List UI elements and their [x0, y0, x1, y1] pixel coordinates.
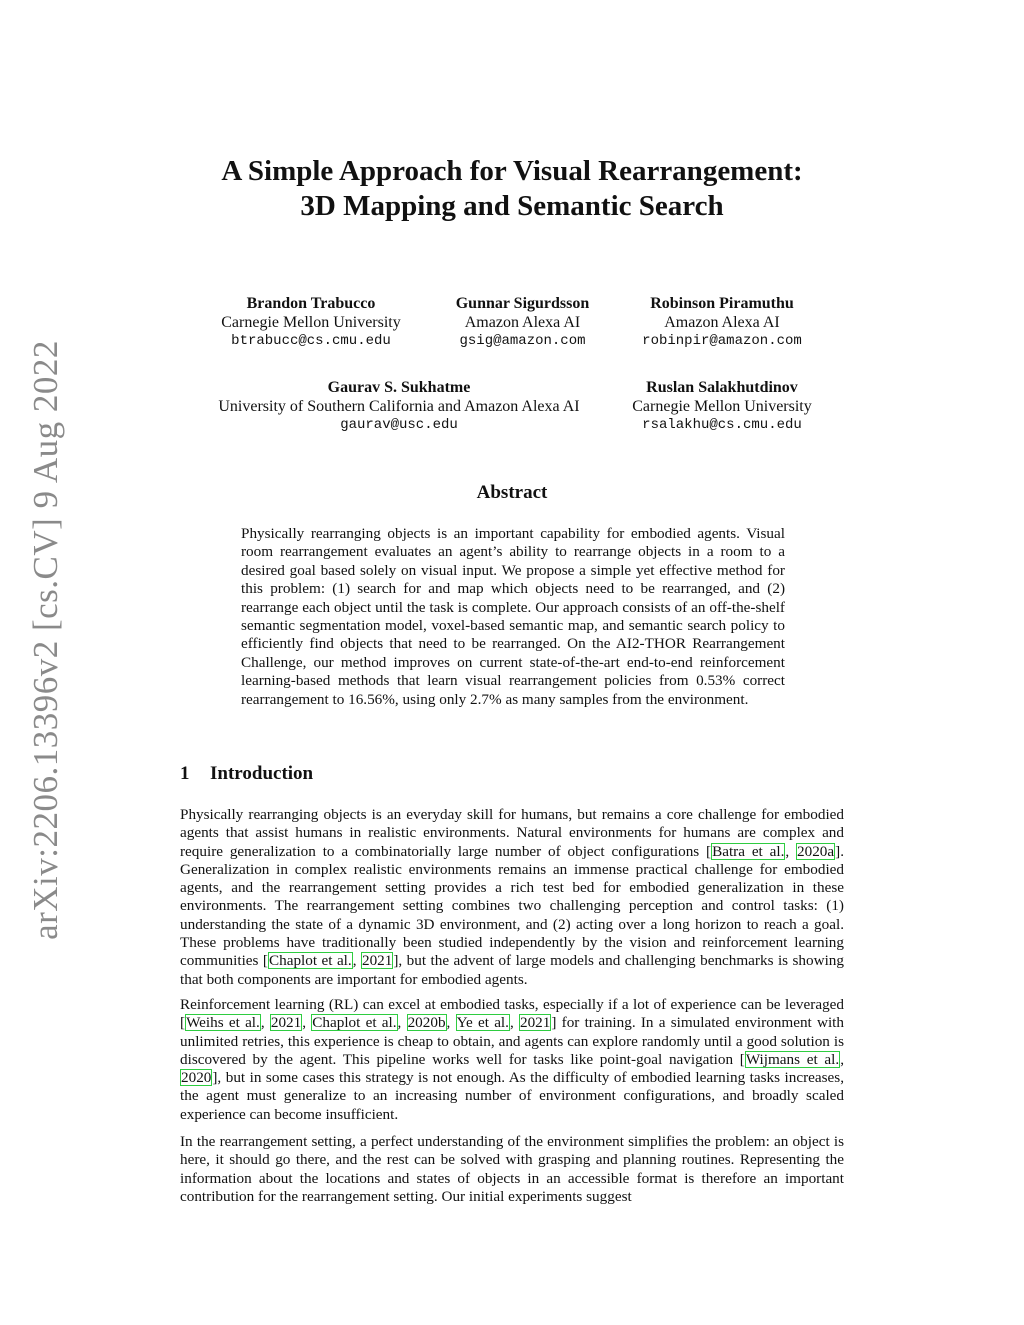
citation-link[interactable]: Wijmans et al. [745, 1050, 840, 1068]
citation-link[interactable]: Chaplot et al. [268, 952, 352, 970]
citation-year-link[interactable]: 2020a [797, 842, 835, 860]
section-title: Introduction [210, 763, 314, 784]
paragraph-text: ], but the advent of large models and challenging benchmarks is showing that both components are important for embodied agents. [180, 952, 844, 988]
citation-link[interactable]: Weihs et al. [186, 1014, 260, 1032]
citation-link[interactable]: Ye et al. [456, 1014, 509, 1032]
author-affiliation: Carnegie Mellon University [632, 398, 812, 415]
abstract-heading: Abstract [476, 482, 548, 503]
citation-year-link[interactable]: 2021 [270, 1014, 302, 1032]
paragraph-text: ] for training. In a simulated environment with unlimited retries, this experience is cheap to obtain, and agents can explore randomly until a good solution is discovered by the agent. This pipeline works well for tasks like point-goal navigation [ [180, 1014, 844, 1068]
author-name: Ruslan Salakhutdinov [646, 379, 798, 396]
section-number: 1 [180, 763, 190, 784]
author-affiliation: Carnegie Mellon University [221, 314, 401, 331]
paragraph-text: ], but in some cases this strategy is not enough. As the difficulty of embodied learning tasks increases, the agent must generalize to an increasing number of environment configurations, and broadly scaled experience can become insufficient. [180, 1069, 844, 1123]
author-email[interactable]: btrabucc@cs.cmu.edu [231, 333, 391, 349]
paper-title [0, 154, 1024, 224]
citation-separator: , [302, 1014, 312, 1032]
citation-separator: , [352, 952, 361, 970]
author-block [620, 378, 824, 435]
citation-year-link[interactable]: 2021 [361, 952, 393, 970]
citation-separator: , [785, 842, 797, 860]
author-name: Robinson Piramuthu [650, 295, 794, 312]
author-affiliation: Amazon Alexa AI [664, 314, 780, 331]
author-email[interactable]: rsalakhu@cs.cmu.edu [642, 417, 802, 433]
paragraph-text: ]. Generalization in complex realistic environments remains an immense practical challenge for embodied agents, and the rearrangement setting provides a rich test bed for embodied generalization in these environments. The rearrangement setting combines two challenging perception and control tasks: (1) understanding the state of a dynamic 3D environment, and (2) acting over a long horizon to reach a goal. These problems have traditionally been studied independently by the vision and reinforcement learning communities [ [180, 842, 844, 970]
author-block [440, 294, 605, 351]
intro-paragraph-2 [180, 996, 844, 1124]
citation-separator: , [509, 1014, 519, 1032]
author-affiliation: Amazon Alexa AI [464, 314, 581, 331]
citation-year-link[interactable]: 2020b [407, 1014, 446, 1032]
paragraph-text: Physically rearranging objects is an everyday skill for humans, but remains a core challenge for embodied agents that assist humans in realistic environments. Natural environments for humans are complex and require generalization to a combinatorially large number of object configurations [ [180, 806, 844, 860]
citation-link[interactable]: Chaplot et al. [312, 1014, 397, 1032]
abstract-text: Physically rearranging objects is an important capability for embodied agents. Visual room rearrangement evaluates an agent’s ability to rearrange objects in a room to a desired goal based solely on visual input. We propose a simple yet effective method for this problem: (1) search for and map which objects need to be rearranged, and (2) rearrange each object until the task is complete. Our approach consists of an off-the-shelf semantic segmentation model, voxel-based semantic map, and semantic search policy to efficiently find objects that need to be rearranged. On the AI2-THOR Rearrangement Challenge, our method improves on current state-of-the-art end-to-end reinforcement learning-based methods that learn visual rearrangement policies from 0.53% correct rearrangement to 16.56%, using only 2.7% as many samples from the environment. [241, 525, 785, 708]
author-email[interactable]: robinpir@amazon.com [642, 333, 802, 349]
citation-separator: , [840, 1050, 844, 1068]
citation-separator: , [446, 1014, 456, 1032]
title-line-1: A Simple Approach for Visual Rearrangement: [221, 155, 803, 187]
author-name: Gunnar Sigurdsson [455, 295, 590, 312]
citation-separator: , [260, 1014, 270, 1032]
citation-year-link[interactable]: 2021 [519, 1014, 551, 1032]
author-block [205, 294, 417, 351]
author-email[interactable]: gsig@amazon.com [459, 333, 586, 349]
title-line-2: 3D Mapping and Semantic Search [300, 190, 724, 222]
arxiv-stamp: arXiv:2206.13396v2 [cs.CV] 9 Aug 2022 [26, 340, 65, 940]
author-affiliation: University of Southern California and Amazon Alexa AI [218, 398, 580, 415]
citation-link[interactable]: Batra et al. [712, 842, 785, 860]
intro-paragraph-3: In the rearrangement setting, a perfect understanding of the environment simplifies the problem: an object is here, it should go there, and the rest can be solved with grasping and planning routines. Representing the information about the locations and states of objects in an accessible format is therefore an important contribution for the rearrangement setting. Our initial experiments suggest [180, 1133, 844, 1205]
citation-year-link[interactable]: 2020 [181, 1069, 212, 1087]
citation-separator: , [397, 1014, 407, 1032]
paragraph-text: Reinforcement learning (RL) can excel at embodied tasks, especially if a lot of experience can be leveraged [ [180, 996, 844, 1032]
author-email[interactable]: gaurav@usc.edu [340, 417, 458, 433]
intro-paragraph-1 [180, 806, 844, 989]
author-block [622, 294, 822, 351]
author-name: Brandon Trabucco [246, 295, 376, 312]
author-name: Gaurav S. Sukhatme [327, 379, 471, 396]
author-block [196, 378, 602, 435]
section-heading [180, 763, 313, 785]
